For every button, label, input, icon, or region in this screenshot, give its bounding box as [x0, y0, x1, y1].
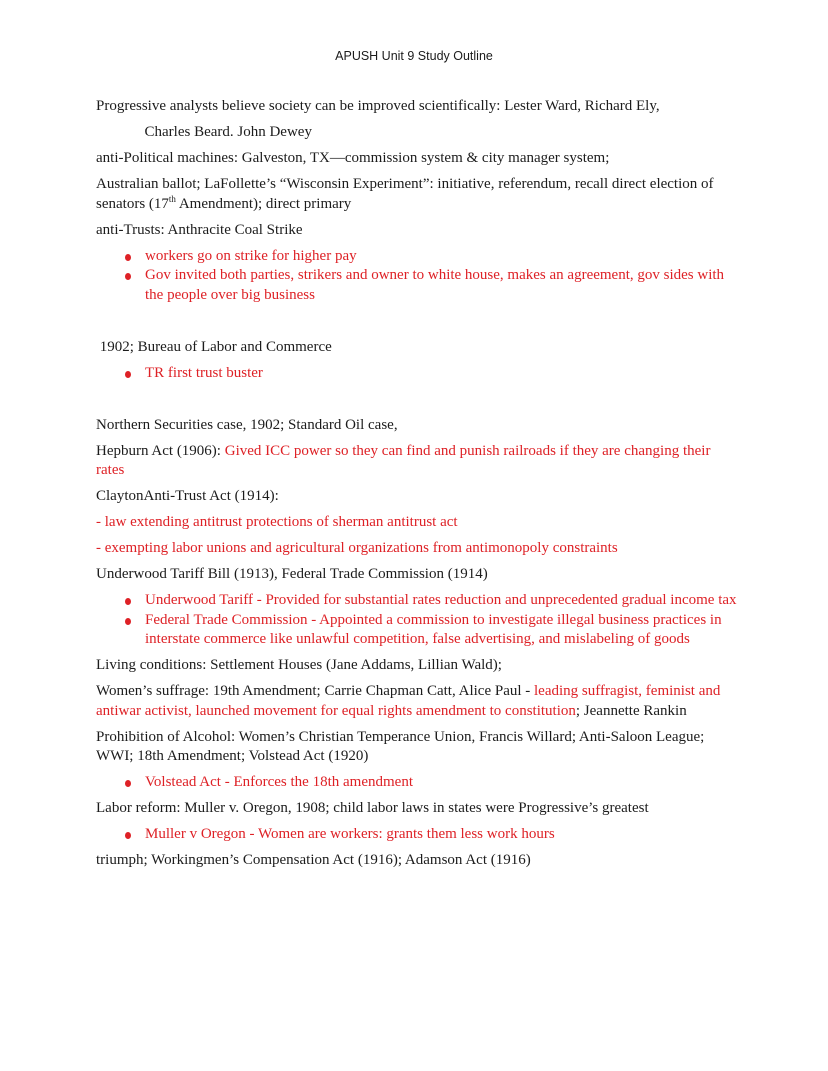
paragraph: [96, 97, 740, 117]
text-run: Northern Securities case, 1902; Standard Oil case,: [96, 416, 398, 433]
paragraph: [96, 416, 740, 436]
text-run: - law extending antitrust protections of sherman antitrust act: [96, 514, 458, 530]
text-run: Charles Beard. John Dewey: [144, 124, 312, 140]
page-title: APUSH Unit 9 Study Outline: [335, 49, 493, 63]
text-run: TR first trust buster: [145, 364, 263, 381]
bullet-item: [145, 611, 740, 650]
text-run: ClaytonAnti-Trust Act (1914):: [96, 488, 279, 504]
paragraph: [96, 338, 740, 358]
text-run: Australian ballot; LaFollette’s “Wisconsin Experiment”: initiative, referendum, recall direct election of senators (17: [96, 176, 714, 212]
text-run: Amendment); direct primary: [175, 195, 352, 212]
text-run: Volstead Act - Enforces the 18th amendment: [145, 774, 413, 790]
text-run: leading suffragist, feminist and antiwar activist, launched movement for equal rights amendment to constitution: [96, 683, 721, 719]
bullet-list: [96, 825, 740, 845]
text-run: - exempting labor unions and agricultural organizations from antimonopoly constraints: [96, 540, 618, 556]
text-run: Underwood Tariff - Provided for substantial rates reduction and unprecedented gradual income tax: [145, 592, 737, 608]
bullet-list: [96, 247, 740, 306]
bullet-list: [96, 364, 740, 384]
paragraph: [96, 175, 740, 214]
text-run: ; Jeannette Rankin: [575, 702, 687, 719]
bullet-item: [145, 825, 740, 845]
paragraph: [96, 728, 740, 767]
bullet-item: [145, 247, 740, 267]
text-run: triumph; Workingmen’s Compensation Act (1916); Adamson Act (1916): [96, 852, 531, 868]
paragraph: [96, 149, 740, 169]
bullet-item: [145, 364, 740, 384]
paragraph: [96, 799, 740, 819]
text-run: Muller v Oregon - Women are workers: grants them less work hours: [145, 826, 555, 842]
text-run: Living conditions: Settlement Houses (Jane Addams, Lillian Wald);: [96, 657, 502, 673]
text-run: Gov invited both parties, strikers and owner to white house, makes an agreement, gov sides with the people over big business: [145, 267, 725, 303]
text-run: Progressive analysts believe society can be improved scientifically: Lester Ward, Richard Ely,: [96, 98, 660, 114]
text-run: Federal Trade Commission - Appointed a commission to investigate illegal business practices in interstate commerce like unlawful competition, false advertising, and mislabeling of goods: [145, 611, 722, 647]
text-run: th: [168, 193, 176, 204]
text-run: anti-Trusts: Anthracite Coal Strike: [96, 221, 303, 238]
text-run: Gived ICC power so they can find and punish railroads if they are changing their rates: [96, 442, 711, 478]
blank-line: [96, 390, 740, 410]
blank-line: [96, 312, 740, 332]
paragraph: [96, 851, 740, 871]
text-run: 1902; Bureau of Labor and Commerce: [96, 338, 332, 355]
paragraph: [96, 123, 740, 143]
text-run: Prohibition of Alcohol: Women’s Christian Temperance Union, Francis Willard; Anti-Saloon League; WWI; 18th Amendment; Volstead Act (1920): [96, 728, 705, 764]
text-run: Women’s suffrage: 19th Amendment; Carrie Chapman Catt, Alice Paul -: [96, 683, 535, 699]
text-run: workers go on strike for higher pay: [145, 247, 357, 264]
text-run: Underwood Tariff Bill (1913), Federal Trade Commission (1914): [96, 566, 488, 582]
text-run: Hepburn Act (1906):: [96, 442, 225, 459]
text-run: Labor reform: Muller v. Oregon, 1908; child labor laws in states were Progressive’s greatest: [96, 800, 649, 816]
paragraph: [96, 221, 740, 241]
document-body: [96, 97, 740, 871]
paragraph: [96, 442, 740, 481]
bullet-list: [96, 773, 740, 793]
paragraph: [96, 565, 740, 585]
bullet-item: [145, 773, 740, 793]
text-run: anti-Political machines: Galveston, TX—commission system & city manager system;: [96, 150, 610, 166]
bullet-item: [145, 591, 740, 611]
paragraph: [96, 539, 740, 559]
bullet-list: [96, 591, 740, 650]
bullet-item: [145, 266, 740, 305]
paragraph: [96, 487, 740, 507]
paragraph: [96, 656, 740, 676]
paragraph: [96, 682, 740, 721]
paragraph: [96, 513, 740, 533]
